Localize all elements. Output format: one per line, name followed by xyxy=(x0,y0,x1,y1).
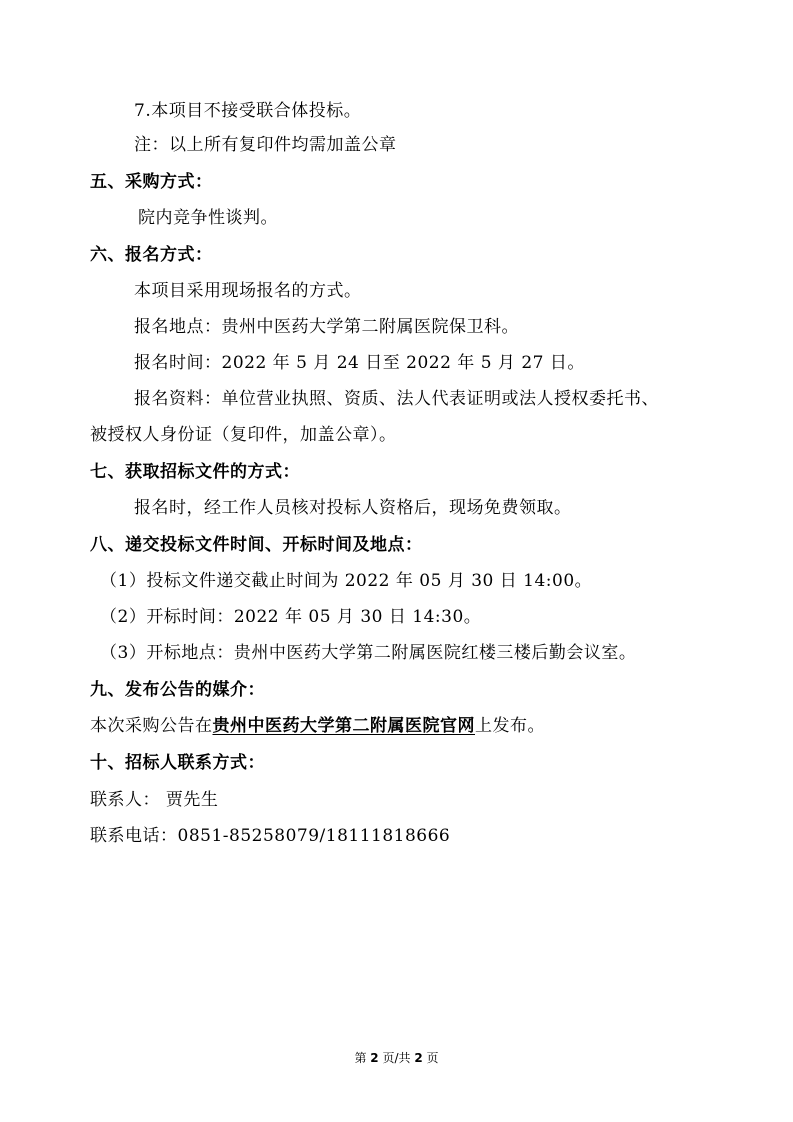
section-9-heading: 九、发布公告的媒介： xyxy=(90,680,265,700)
publication-post: 上发布。 xyxy=(475,716,545,736)
page-footer xyxy=(0,1050,793,1066)
note-copies: 注：以上所有复印件均需加盖公章 xyxy=(134,135,397,155)
footer-mid: 页/共 xyxy=(378,1051,415,1065)
document-pickup: 报名时，经工作人员核对投标人资格后，现场免费领取。 xyxy=(134,498,572,518)
registration-materials-cont: 被授权人身份证（复印件，加盖公章）。 xyxy=(90,425,397,445)
opening-time: （2）开标时间：2022 年 05 月 30 日 14:30。 xyxy=(100,607,482,627)
clause-7: 7.本项目不接受联合体投标。 xyxy=(134,101,362,121)
section-6-heading: 六、报名方式： xyxy=(90,245,213,265)
registration-location: 报名地点：贵州中医药大学第二附属医院保卫科。 xyxy=(134,317,519,337)
footer-pre: 第 xyxy=(354,1051,371,1065)
hospital-website-link[interactable]: 贵州中医药大学第二附属医院官网 xyxy=(212,716,475,736)
section-5-heading: 五、采购方式： xyxy=(90,172,213,192)
section-10-heading: 十、招标人联系方式： xyxy=(90,753,265,773)
footer-post: 页 xyxy=(422,1051,439,1065)
footer-page-number: 2 xyxy=(370,1051,379,1065)
contact-person: 联系人： 贾先生 xyxy=(90,790,219,810)
registration-materials: 报名资料：单位营业执照、资质、法人代表证明或法人授权委托书、 xyxy=(134,389,659,409)
opening-location: （3）开标地点：贵州中医药大学第二附属医院红楼三楼后勤会议室。 xyxy=(100,643,637,663)
bid-deadline: （1）投标文件递交截止时间为 2022 年 05 月 30 日 14:00。 xyxy=(100,571,593,591)
footer-total-pages: 2 xyxy=(414,1051,423,1065)
section-7-heading: 七、获取招标文件的方式： xyxy=(90,462,300,482)
publication-media xyxy=(90,715,545,737)
publication-pre: 本次采购公告在 xyxy=(90,716,213,736)
contact-phone: 联系电话：0851-85258079/18111818666 xyxy=(90,826,451,846)
registration-time: 报名时间：2022 年 5 月 24 日至 2022 年 5 月 27 日。 xyxy=(134,353,585,373)
procurement-method: 院内竞争性谈判。 xyxy=(138,208,278,228)
section-8-heading: 八、递交投标文件时间、开标时间及地点： xyxy=(90,535,423,555)
registration-method: 本项目采用现场报名的方式。 xyxy=(134,281,362,301)
